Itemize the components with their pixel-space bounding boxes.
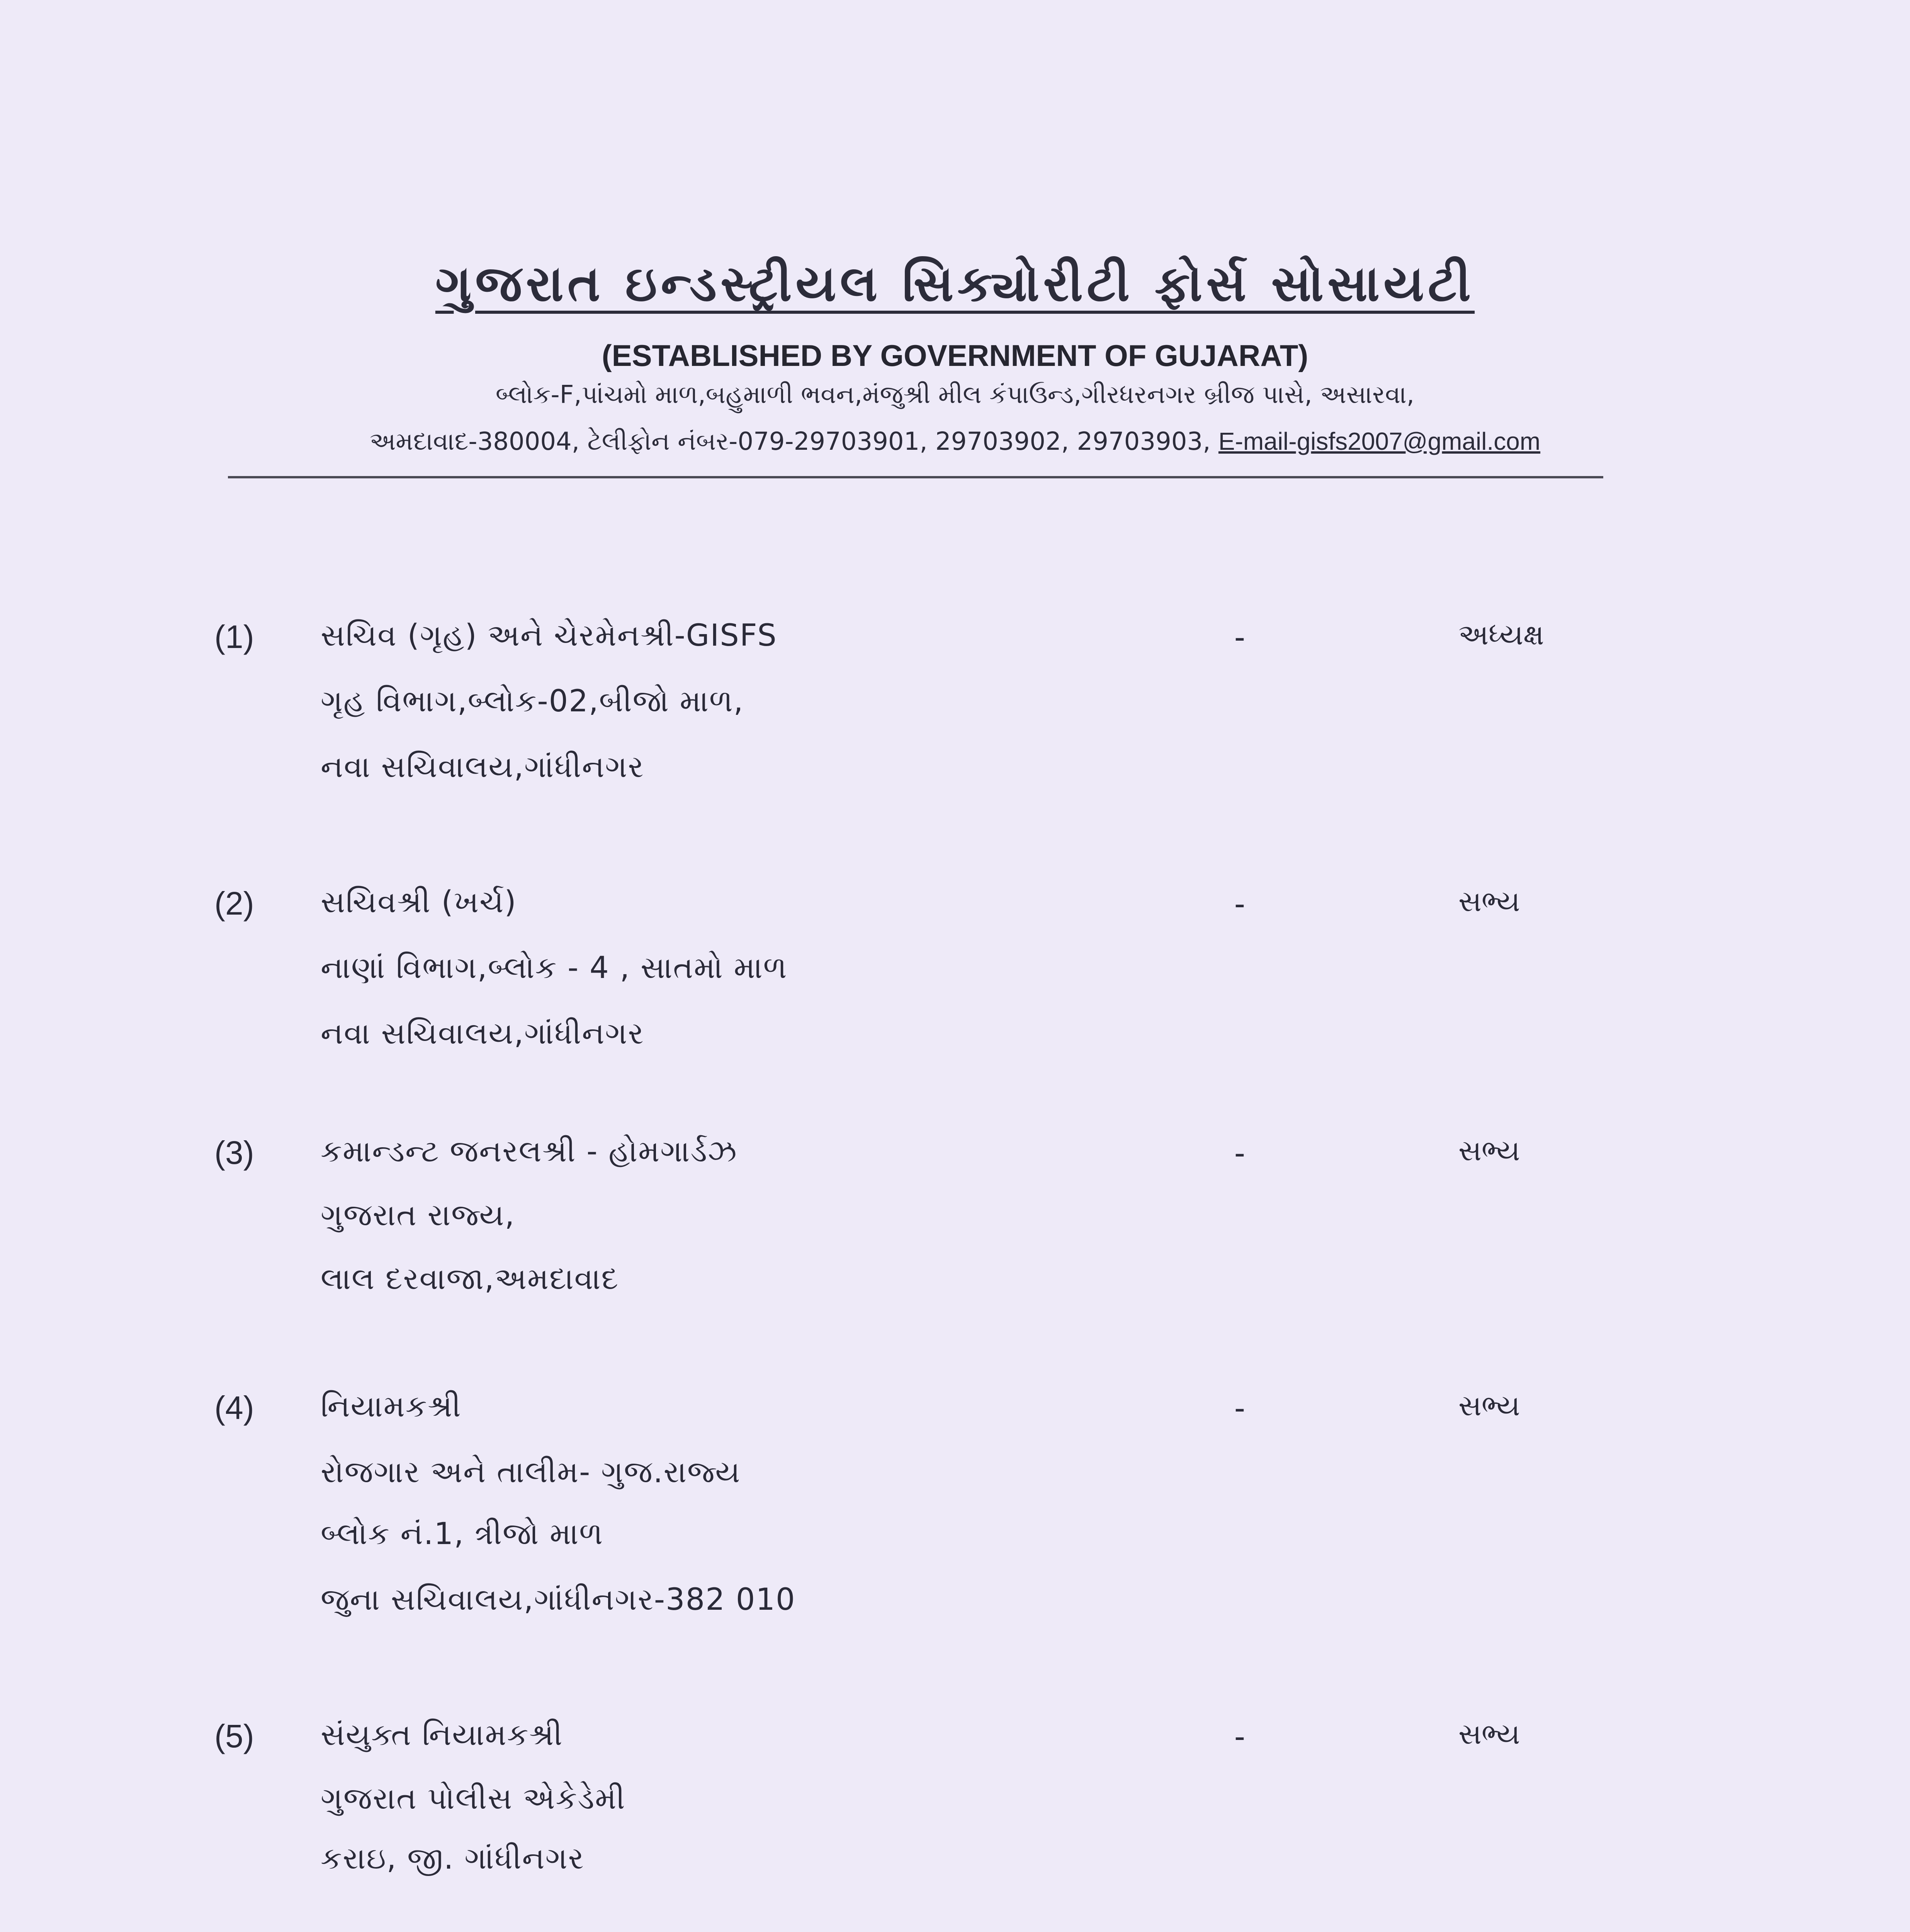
member-separator: - [1234, 619, 1245, 655]
member-role: સભ્ય [1458, 1718, 1520, 1751]
address-line-2 [0, 427, 1910, 456]
member-address-line: ગુજરાત પોલીસ એકેડેમી [321, 1781, 626, 1816]
member-title: સંયુક્ત નિયામકશ્રી [321, 1718, 563, 1752]
member-address-line: ગૃહ વિભાગ,બ્લોક-02,બીજો માળ, [321, 684, 744, 719]
member-address-line: બ્લોક નં.1, ત્રીજો માળ [321, 1517, 604, 1551]
contact-numbers: અમદાવાદ-380004, ટેલીફોન નંબર-079-29703901, 29703902, 29703903, [369, 427, 1211, 456]
address-line-1: બ્લોક-F,પાંચમો માળ,બહુમાળી ભવન,મંજુશ્રી મીલ કંપાઉન્ડ,ગીરધરનગર બ્રીજ પાસે, અસારવા, [495, 381, 1415, 409]
member-address-line: લાલ દરવાજા,અમદાવાદ [321, 1262, 619, 1296]
email-address: E-mail-gisfs2007@gmail.com [1218, 427, 1541, 455]
member-number: (4) [214, 1389, 254, 1426]
member-title: કમાન્ડન્ટ જનરલશ્રી - હોમગાર્ડઝ [321, 1134, 737, 1169]
established-subtitle: (ESTABLISHED BY GOVERNMENT OF GUJARAT) [602, 338, 1308, 372]
member-separator: - [1234, 1134, 1245, 1171]
member-role: સભ્ય [1458, 885, 1520, 918]
member-role: સભ્ય [1458, 1389, 1520, 1422]
member-title: નિયામકશ્રી [321, 1389, 462, 1424]
member-address-line: કરાઇ, જી. ગાંધીનગર [321, 1841, 585, 1876]
member-role: અધ્યક્ષ [1458, 618, 1544, 651]
header-divider [228, 476, 1603, 478]
organization-title: ગુજરાત ઇન્ડસ્ટ્રીયલ સિક્યોરીટી ફોર્સ સોસાયટી [435, 255, 1475, 313]
member-address-line: જુના સચિવાલય,ગાંધીનગર-382 010 [321, 1582, 796, 1617]
member-number: (5) [214, 1718, 254, 1754]
member-address-line: નવા સચિવાલય,ગાંધીનગર [321, 750, 644, 784]
member-title: સચિવશ્રી (ખર્ચ) [321, 885, 517, 920]
member-title: સચિવ (ગૃહ) અને ચેરમેનશ્રી-GISFS [321, 618, 777, 653]
member-address-line: નાણાં વિભાગ,બ્લોક - 4 , સાતમો માળ [321, 951, 788, 985]
member-separator: - [1234, 885, 1245, 922]
member-address-line: નવા સચિવાલય,ગાંધીનગર [321, 1016, 644, 1051]
member-address-line: ગુજરાત રાજ્ય, [321, 1198, 515, 1233]
member-number: (3) [214, 1134, 254, 1171]
member-role: સભ્ય [1458, 1134, 1520, 1167]
member-number: (1) [214, 619, 254, 655]
member-separator: - [1234, 1718, 1245, 1754]
member-address-line: રોજગાર અને તાલીમ- ગુજ.રાજ્ય [321, 1455, 741, 1490]
member-separator: - [1234, 1389, 1245, 1426]
member-number: (2) [214, 885, 254, 922]
